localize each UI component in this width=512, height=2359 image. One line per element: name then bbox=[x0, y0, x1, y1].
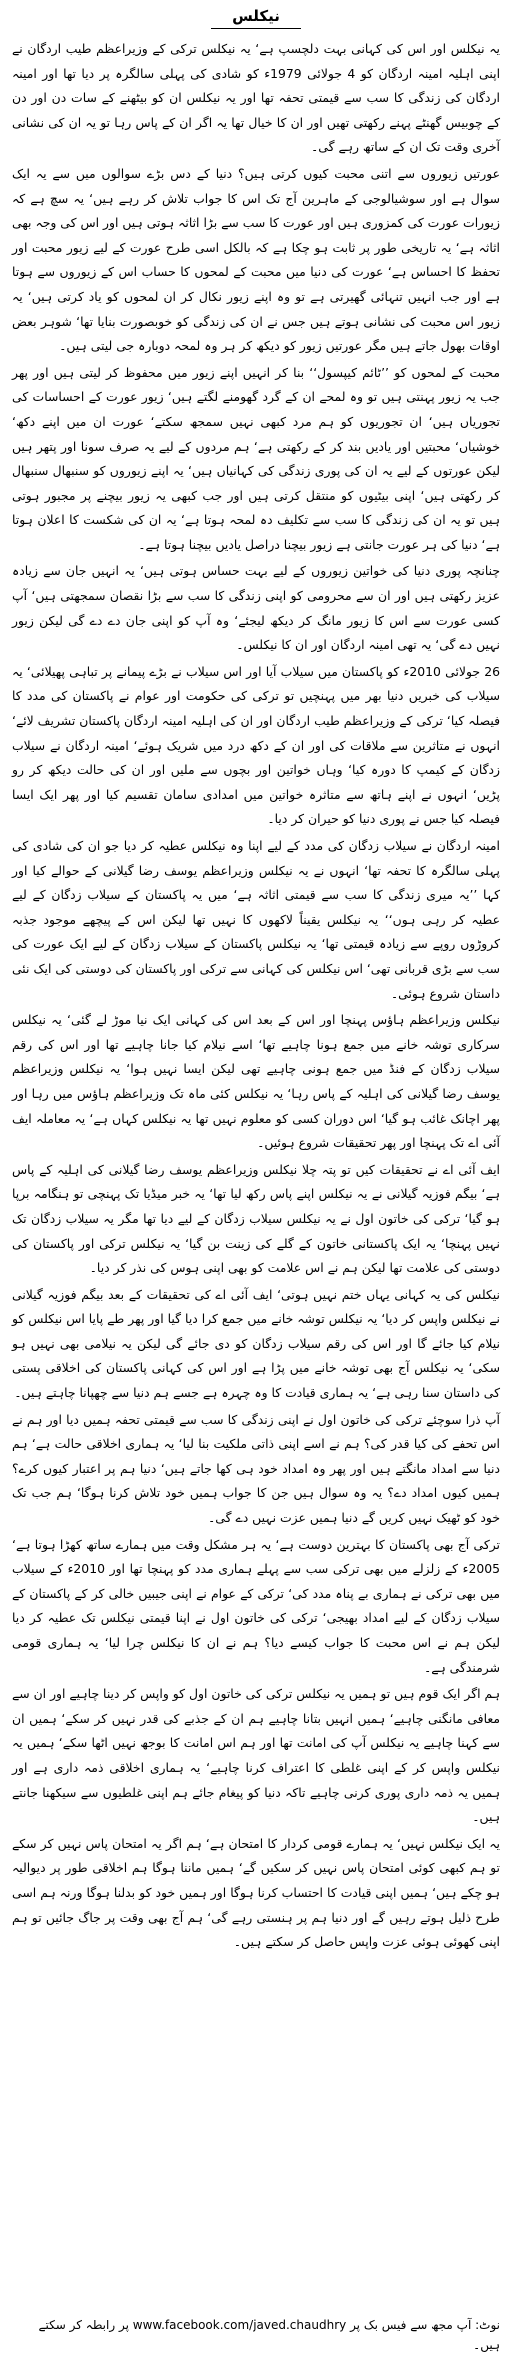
paragraph: ہم اگر ایک قوم ہیں تو ہمیں یہ نیکلس ترکی کی خاتون اول کو واپس کر دینا چاہیے اور ان سے معافی مانگنی چاہیے‘ ہمیں انہیں بتانا چاہیے ہم ان کے جذبے کی قدر نہیں کر سکے‘ ہمیں ان سے کہنا چاہیے یہ نیکلس آپ کی امانت تھا اور ہم اس امانت کا بوجھ نہیں اٹھا سکے‘ ہمیں یہ نیکلس واپس کر کے اپنی غلطی کا اعتراف کرنا چاہیے‘ یہ ہماری اخلاقی ذمہ داری ہے اور ہمیں یہ ذمہ داری پوری کرنی چاہیے تاکہ دنیا کو پیغام جائے ہم اپنی غلطیوں سے سیکھنا جانتے ہیں۔ bbox=[12, 1686, 500, 1825]
paragraph: یہ نیکلس اور اس کی کہانی بہت دلچسپ ہے‘ یہ نیکلس ترکی کے وزیراعظم طیب اردگان نے اپنی اہلیہ امینہ اردگان کو 4 جولائی 1979ء کو شادی کی پہلی سالگرہ پر دیا تھا اور امینہ اردگان کی زندگی کا سب سے قیمتی تحفہ تھا اور یہ نیکلس ان کو بیٹھنے کے سات دن اور دن کے چوبیس گھنٹے پہنے رکھتی تھیں اور ان کا خیال تھا یہ اگر ان کے پاس رہا تو یہ ان کی نشانی آخری وقت تک ان کے ساتھ رہے گی۔ bbox=[12, 41, 501, 155]
paragraph: محبت کے لمحوں کو ’’ٹائم کیپسول‘‘ بنا کر انہیں اپنے زیور میں محفوظ کر لیتی ہیں اور پھر جب یہ زیور پہنتی ہیں تو وہ لمحے ان کے گرد گھومنے لگتے ہیں‘ زیور عورت کے احساسات کی تجوریاں ہیں‘ ان تجوریوں کو ہم مرد کبھی نہیں سمجھ سکتے‘ عورت ان میں اپنے دکھ‘ خوشیاں‘ محبتیں اور یادیں بند کر کے رکھتی ہے‘ ہم مردوں کے لیے یہ صرف سونا اور پتھر ہیں لیکن عورتوں کے لیے یہ ان کی پوری زندگی کی کہانیاں ہیں‘ یہ اپنے زیوروں کو سنبھال سنبھال کر رکھتی ہیں‘ اپنی بیٹیوں کو منتقل کرتی ہیں اور جب کبھی یہ زیور بیچنے پر مجبور ہوتی ہیں تو یہ ان کی زندگی کا سب سے تکلیف دہ لمحہ ہوتا ہے‘ یہ ان کی شکست کا اعلان ہوتا ہے‘ دنیا کی ہر عورت جانتی ہے زیور بیچنا دراصل یادیں بیچنا ہوتا ہے۔ bbox=[12, 364, 500, 552]
facebook-link[interactable]: www.facebook.com/javed.chaudhry bbox=[132, 2318, 347, 2332]
paragraph: عورتیں زیوروں سے اتنی محبت کیوں کرتی ہیں؟ دنیا کے دس بڑے سوالوں میں سے یہ ایک سوال ہے اور سوشیالوجی کے ماہرین آج تک اس کا جواب تلاش کر رہے ہیں‘ یہ سچ ہے کہ زیورات عورت کی کمزوری ہیں اور عورت کا سب سے بڑا اثاثہ ہوتی ہیں اور اس کی وجہ بھی اثاثہ ہے‘ یہ تاریخی طور پر ثابت ہو چکا ہے کہ بالکل اسی طرح عورت کے لیے زیور محبت اور تحفظ کا احساس ہے‘ عورت کی دنیا میں محبت کے لمحوں کا حساب اس کے زیوروں سے ہوتا ہے اور جب انہیں تنہائی گھیرتی ہے تو وہ اپنے زیور نکال کر ان لمحوں کو یاد کرتی ہیں‘ یہ زیور اس محبت کی نشانی ہوتے ہیں جس نے ان کی زندگی کو خوبصورت بنایا تھا‘ شوہر بعض اوقات بھول جاتے ہیں مگر عورتیں زیور کو دیکھ کر ہر وہ لمحہ دوبارہ جی لیتی ہیں۔ bbox=[12, 165, 500, 354]
paragraph: نیکلس کی یہ کہانی یہاں ختم نہیں ہوتی‘ ایف آئی اے کی تحقیقات کے بعد بیگم فوزیہ گیلانی نے نیکلس واپس کر دیا‘ یہ نیکلس توشہ خانے میں جمع کرا دیا گیا اور پھر طے پایا اس نیکلس کو نیلام کیا جائے گا اور اس کی رقم سیلاب زدگان کو دی جائے گی لیکن یہ نیلامی بھی نہیں ہو سکی‘ یہ نیکلس آج بھی توشہ خانے میں پڑا ہے اور اس کی کہانی پاکستان کی اخلاقی پستی کی داستان سنا رہی ہے‘ یہ ہماری قیادت کا وہ چہرہ ہے جسے ہم دنیا سے چھپانا چاہتے ہیں۔ bbox=[12, 1286, 500, 1401]
article-body bbox=[12, 37, 500, 1955]
paragraph: امینہ اردگان نے سیلاب زدگان کی مدد کے لیے اپنا وہ نیکلس عطیہ کر دیا جو ان کی شادی کی پہلی سالگرہ کا تحفہ تھا‘ انہوں نے یہ نیکلس وزیراعظم یوسف رضا گیلانی کے حوالے کیا اور کہا ’’یہ میری زندگی کا سب سے قیمتی اثاثہ ہے‘ میں یہ پاکستان کے سیلاب زدگان کے لیے عطیہ کر رہی ہوں‘‘ یہ نیکلس یقیناً لاکھوں کا نہیں تھا لیکن اس کے پیچھے موجود جذبہ کروڑوں روپے سے زیادہ قیمتی تھا‘ یہ نیکلس پاکستان کے سیلاب زدگان کے لیے ایک عورت کی سب سے بڑی قربانی تھی‘ اس نیکلس کی کہانی سے ترکی اور پاکستان کی دوستی کی ایک نئی داستان شروع ہوئی۔ bbox=[11, 838, 500, 1001]
footer-note-text: نوٹ: آپ مجھ سے فیس بک پر bbox=[350, 2318, 500, 2332]
paragraph: یہ ایک نیکلس نہیں‘ یہ ہمارے قومی کردار کا امتحان ہے‘ ہم اگر یہ امتحان پاس نہیں کر سکے تو ہم کبھی کوئی امتحان پاس نہیں کر سکیں گے‘ ہمیں ماننا ہوگا ہم اخلاقی طور پر دیوالیہ ہو چکے ہیں‘ ہمیں اپنی قیادت کا احتساب کرنا ہوگا اور ہمیں خود کو بدلنا ہوگا ورنہ ہم اسی طرح ذلیل ہوتے رہیں گے اور دنیا ہم پر ہنستی رہے گی‘ ہم آج بھی وقت پر جاگ جائیں تو ہم اپنی کھوئی ہوئی عزت واپس حاصل کر سکتے ہیں۔ bbox=[12, 1835, 500, 1950]
paragraph: ایف آئی اے نے تحقیقات کیں تو پتہ چلا نیکلس وزیراعظم یوسف رضا گیلانی کی اہلیہ کے پاس ہے‘ بیگم فوزیہ گیلانی نے یہ نیکلس اپنے پاس رکھ لیا تھا‘ یہ خبر میڈیا تک پہنچی تو ہنگامہ برپا ہو گیا‘ ترکی کی خاتون اول نے یہ نیکلس سیلاب زدگان کے لیے دیا تھا مگر یہ سیلاب زدگان تک نہیں پہنچا‘ یہ ایک پاکستانی خاتون کے گلے کی زینت بن گیا‘ یہ نیکلس ترکی اور پاکستان کی دوستی کی علامت تھا لیکن ہم نے اس علامت کو بھی اپنی ہوس کی نذر کر دیا۔ bbox=[12, 1161, 500, 1276]
paragraph: آپ ذرا سوچئے ترکی کی خاتون اول نے اپنی زندگی کا سب سے قیمتی تحفہ ہمیں دیا اور ہم نے اس تحفے کی کیا قدر کی؟ ہم نے اسے اپنی ذاتی ملکیت بنا لیا‘ یہ ہماری اخلاقی حالت ہے‘ ہم دنیا سے امداد مانگتے ہیں اور پھر وہ امداد خود ہی کھا جاتے ہیں‘ دنیا ہم پر اعتبار کیوں کرے؟ ہمیں کیوں امداد دے؟ یہ وہ سوال ہیں جن کا جواب ہمیں خود تلاش کرنا ہوگا‘ ہم جب تک خود کو ٹھیک نہیں کریں گے دنیا ہمیں عزت نہیں دے گی۔ bbox=[12, 1411, 500, 1526]
paragraph: نیکلس وزیراعظم ہاؤس پہنچا اور اس کے بعد اس کی کہانی ایک نیا موڑ لے گئی‘ یہ نیکلس سرکاری توشہ خانے میں جمع ہونا چاہیے تھا‘ اسے نیلام کیا جانا چاہیے تھا اور اس کی رقم سیلاب زدگان کے فنڈ میں جمع ہونی چاہیے تھی لیکن ایسا نہیں ہوا‘ یہ نیکلس وزیراعظم یوسف رضا گیلانی کی اہلیہ کے پاس رہا‘ یہ نیکلس کئی ماہ تک وزیراعظم ہاؤس میں رہا اور پھر اچانک غائب ہو گیا‘ اس دوران کسی کو معلوم نہیں تھا یہ نیکلس کہاں ہے‘ یہ معاملہ ایف آئی اے تک پہنچا اور پھر تحقیقات شروع ہوئیں۔ bbox=[12, 1012, 500, 1151]
title-underline bbox=[211, 28, 301, 29]
footer-note-suffix: پر رابطہ کر سکتے ہیں۔ bbox=[38, 2318, 500, 2352]
paragraph: 26 جولائی 2010ء کو پاکستان میں سیلاب آیا اور اس سیلاب نے بڑے پیمانے پر تباہی پھیلائی‘ یہ سیلاب کی خبریں دنیا بھر میں پہنچیں تو ترکی کی حکومت اور عوام نے پاکستان کی مدد کا فیصلہ کیا‘ ترکی کے وزیراعظم طیب اردگان اور ان کی اہلیہ امینہ اردگان پاکستان تشریف لائے‘ انہوں نے متاثرین سے ملاقات کی اور ان کے دکھ درد میں شریک ہوئے‘ امینہ اردگان نے سیلاب زدگان کے کیمپ کا دورہ کیا‘ وہاں خواتین اور بچوں سے ملیں اور ان کی حالت دیکھ کر رو پڑیں‘ انہوں نے اپنے ہاتھ سے متاثرہ خواتین میں امدادی سامان تقسیم کیا اور پھر ایک ایسا فیصلہ کیا جس نے پوری دنیا کو حیران کر دیا۔ bbox=[12, 663, 501, 827]
paragraph: چنانچہ پوری دنیا کی خواتین زیوروں کے لیے بہت حساس ہوتی ہیں‘ یہ انہیں جان سے زیادہ عزیز رکھتی ہیں اور ان سے محرومی کو اپنی زندگی کا سب سے بڑا نقصان سمجھتی ہیں‘ آپ کسی عورت سے اس کا زیور مانگ کر دیکھ لیجئے‘ وہ آپ کو اپنی جان دے دے گی لیکن زیور نہیں دے گی‘ یہ تھی امینہ اردگان اور ان کا نیکلس۔ bbox=[12, 563, 500, 653]
article-title: نیکلس bbox=[232, 7, 280, 25]
footer-note bbox=[12, 2315, 500, 2355]
title-block bbox=[12, 6, 500, 29]
paragraph: ترکی آج بھی پاکستان کا بہترین دوست ہے‘ یہ ہر مشکل وقت میں ہمارے ساتھ کھڑا ہوتا ہے‘ 2005ء کے زلزلے میں بھی ترکی سب سے پہلے ہماری مدد کو پہنچا تھا اور 2010ء کے سیلاب میں بھی ترکی نے ہماری بے پناہ مدد کی‘ ترکی کے عوام نے اپنی جیبیں خالی کر کے پاکستان کے سیلاب زدگان کے لیے امداد بھیجی‘ ترکی کی خاتون اول نے اپنا قیمتی نیکلس تک عطیہ کر دیا لیکن ہم نے اس محبت کا جواب کیسے دیا؟ ہم نے ان کا نیکلس چرا لیا‘ یہ ہماری قومی شرمندگی ہے۔ bbox=[12, 1536, 500, 1675]
